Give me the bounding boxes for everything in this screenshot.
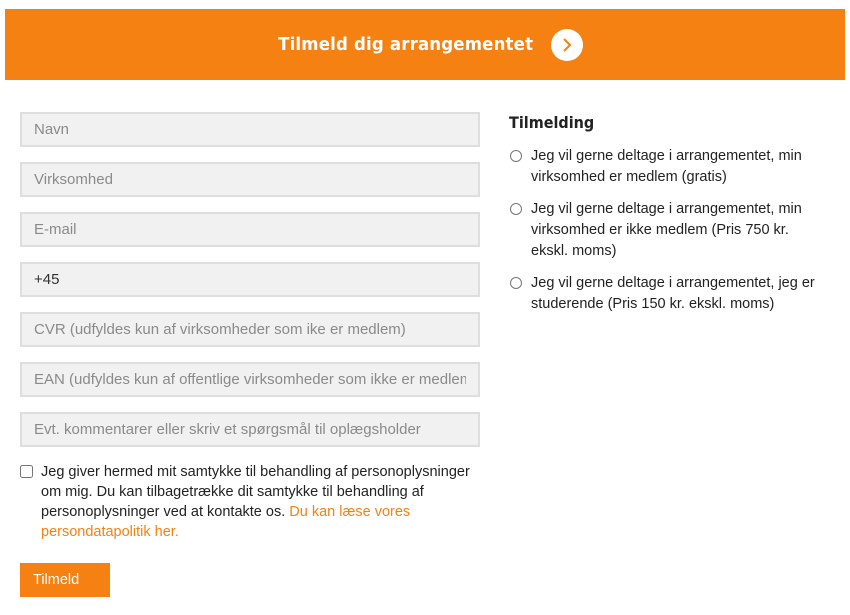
radio-student[interactable] xyxy=(510,277,522,289)
registration-heading: Tilmelding xyxy=(509,113,595,132)
cvr-field[interactable] xyxy=(20,312,480,347)
email-field[interactable] xyxy=(20,212,480,247)
option-label: Jeg vil gerne deltage i arrangementet, min virksomhed er ikke medlem (Pris 750 kr. ekskl. moms) xyxy=(531,201,802,259)
header-banner xyxy=(5,9,845,80)
option-label: Jeg vil gerne deltage i arrangementet, min virksomhed er medlem (gratis) xyxy=(531,148,802,185)
registration-option-member[interactable] xyxy=(509,146,829,188)
company-field[interactable] xyxy=(20,162,480,197)
phone-field[interactable] xyxy=(20,262,480,297)
registration-form xyxy=(20,112,480,542)
ean-field[interactable] xyxy=(20,362,480,397)
banner-arrow-button[interactable] xyxy=(551,29,583,61)
banner-title: Tilmeld dig arrangementet xyxy=(278,34,534,55)
privacy-policy-link[interactable]: Du kan læse vores persondatapolitik her. xyxy=(41,504,411,540)
comments-field[interactable] xyxy=(20,412,480,447)
name-field[interactable] xyxy=(20,112,480,147)
radio-member[interactable] xyxy=(510,150,522,162)
option-label: Jeg vil gerne deltage i arrangementet, jeg er studerende (Pris 150 kr. ekskl. moms) xyxy=(531,275,815,312)
registration-options xyxy=(509,113,829,326)
submit-button[interactable]: Tilmeld xyxy=(20,563,110,597)
registration-option-non-member[interactable] xyxy=(509,199,829,262)
chevron-right-icon xyxy=(559,37,575,53)
consent-checkbox[interactable] xyxy=(20,465,33,478)
consent-text xyxy=(41,462,471,542)
consent-row xyxy=(20,462,480,542)
radio-non-member[interactable] xyxy=(510,203,522,215)
consent-label: Jeg giver hermed mit samtykke til behandling af personoplysninger om mig. Du kan tilbagetrække dit samtykke til behandling af personoplysninger ved at kontakte os. xyxy=(41,464,470,520)
registration-option-student[interactable] xyxy=(509,273,829,315)
